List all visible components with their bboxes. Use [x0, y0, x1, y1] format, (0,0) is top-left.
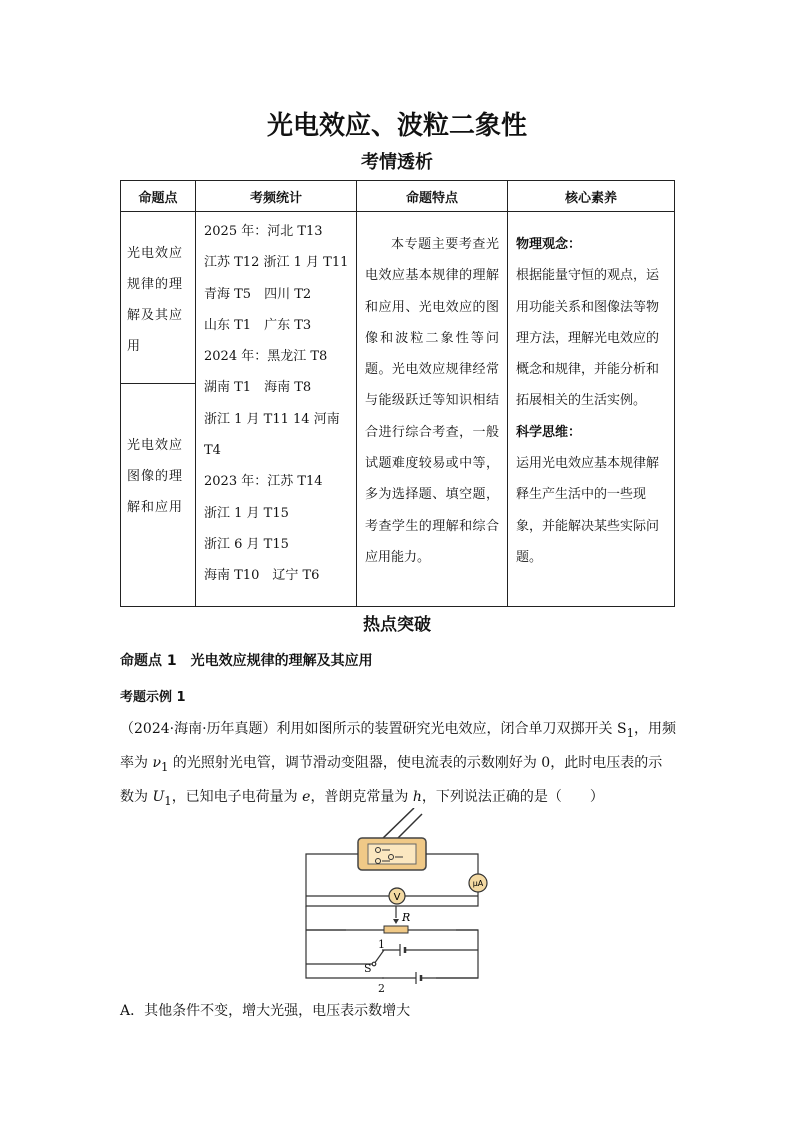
- voltmeter: [389, 888, 405, 904]
- literacy-heading-1: 物理观念：: [516, 237, 582, 252]
- section-subtitle: 考情透析: [361, 152, 433, 173]
- stats-line: 江苏 T12 浙江 1 月 T11: [204, 255, 349, 271]
- question-source: （2024·海南·历年真题）: [120, 721, 277, 737]
- svg-text:μA: μA: [472, 879, 484, 888]
- stats-line: 浙江 1 月 T15: [204, 505, 289, 521]
- table-row: [121, 212, 675, 384]
- feature-text: 本专题主要考查光电效应基本规律的理解和应用、光电效应的图像和波粒二象性等问题。光电效应规律经常与能级跃迁等知识相结合进行综合考查，一般试题难度较易或中等，多为选择题、填空题，考查学生的理解和综合应用能力。: [365, 237, 499, 565]
- table-header-row: [121, 181, 675, 212]
- topic-point-heading: [120, 650, 373, 670]
- literacy-text-1: 根据能量守恒的观点，运用功能关系和图像法等物理方法，理解光电效应的概念和规律，并能分析和拓展相关的生活实例。: [516, 268, 660, 409]
- svg-text:V: V: [393, 892, 401, 903]
- header-stats: 考频统计: [196, 181, 357, 212]
- header-topic: 命题点: [121, 181, 196, 212]
- page-title: 光电效应、波粒二象性: [266, 111, 527, 141]
- literacy-heading-2: 科学思维：: [516, 424, 582, 440]
- rheostat: [306, 911, 478, 933]
- ammeter: [469, 874, 487, 892]
- switch-label: S: [364, 962, 372, 975]
- stats-cell: [196, 212, 357, 607]
- stats-line: 浙江 6 月 T15: [204, 536, 289, 552]
- svg-text:R: R: [402, 911, 411, 924]
- circuit-diagram: [296, 808, 496, 996]
- analysis-table: [120, 180, 675, 607]
- section-heading: 热点突破: [363, 615, 431, 635]
- example-label: 考题示例 1: [120, 690, 186, 705]
- stats-line: 青海 T5 四川 T2: [204, 286, 312, 302]
- topic-cell-2: 光电效应图像的理解和应用: [121, 384, 196, 607]
- stats-line: 浙江 1 月 T11 14 河南 T4: [204, 411, 340, 459]
- point-label: 命题点 1: [120, 653, 177, 669]
- feature-cell: [357, 212, 508, 607]
- question-text: （2024·海南·历年真题）利用如图所示的装置研究光电效应，闭合单刀双掷开关 $S_1$，用频率为 $\nu_1$ 的光照射光电管，调节滑动变阻器，使电流表的示数刚好为 0，此时电压表的示数为 $U_1$，已知电子电荷量为 e，普朗克常量为 h，下列说法正确的是（ ）: [120, 721, 676, 808]
- stats-line: 海南 T10 辽宁 T6: [204, 568, 320, 584]
- header-literacy: 核心素养: [508, 181, 675, 212]
- point-title: 光电效应规律的理解及其应用: [190, 653, 373, 669]
- topic-cell-1: 光电效应规律的理解及其应用: [121, 212, 196, 384]
- literacy-text-2: 运用光电效应基本规律解释生产生活中的一些现象，并能解决某些实际问题。: [516, 456, 660, 565]
- stats-line: 2024 年：黑龙江 T8: [204, 349, 328, 365]
- stats-line: 2025 年：河北 T13: [204, 224, 323, 239]
- photocell: [358, 838, 426, 870]
- header-feature: 命题特点: [357, 181, 508, 212]
- literacy-cell: [508, 212, 675, 607]
- stats-line: 湖南 T1 海南 T8: [204, 380, 312, 396]
- terminal-2-label: 2: [378, 982, 385, 995]
- stats-line: 2023 年：江苏 T14: [204, 474, 323, 490]
- option-a: A．其他条件不变，增大光强，电压表示数增大: [120, 1003, 411, 1019]
- stats-line: 山东 T1 广东 T3: [204, 317, 312, 333]
- terminal-1-label: 1: [378, 938, 385, 951]
